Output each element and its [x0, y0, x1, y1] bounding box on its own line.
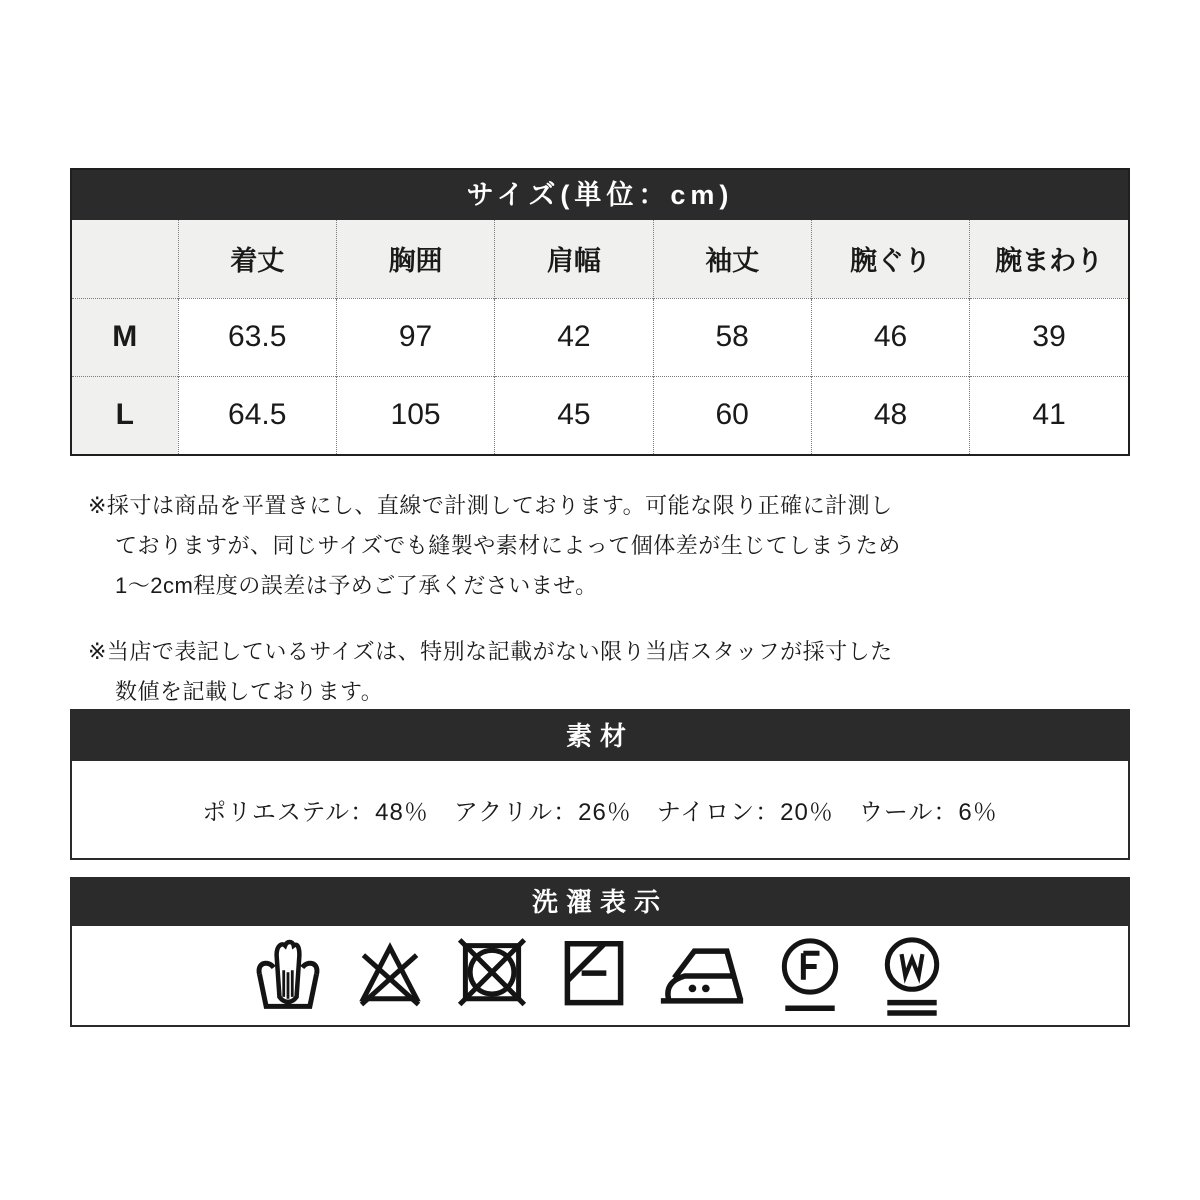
dry-clean-f-gentle-icon: [772, 930, 848, 1022]
size-cell: 60: [653, 376, 811, 454]
laundry-icons-row: [72, 926, 1128, 1025]
laundry-title-bar: [72, 879, 1128, 926]
size-table-corner-cell: [72, 220, 178, 298]
col-header-arm-circumference: 腕まわり: [970, 220, 1128, 298]
wet-clean-w-very-gentle-icon: [874, 930, 950, 1022]
size-row-m: [72, 298, 1128, 376]
material-section: [70, 709, 1130, 860]
size-row-label: M: [72, 298, 178, 376]
size-cell: 41: [970, 376, 1128, 454]
material-body: [72, 761, 1128, 858]
material-composition: ポリエステル：48％ アクリル：26％ ナイロン：20％ ウール：6％: [202, 799, 998, 826]
size-cell: 63.5: [178, 298, 336, 376]
col-header-shoulder: 肩幅: [495, 220, 653, 298]
size-row-label: L: [72, 376, 178, 454]
size-table-section: [70, 168, 1130, 456]
size-row-l: [72, 376, 1128, 454]
measurement-notes: [88, 486, 968, 738]
note-staff-measured: ※当店で表記しているサイズは、特別な記載がない限り当店スタッフが採寸した 数値を記載しております。: [88, 639, 893, 704]
size-cell: 58: [653, 298, 811, 376]
col-header-sleeve: 袖丈: [653, 220, 811, 298]
col-header-armhole: 腕ぐり: [811, 220, 969, 298]
size-cell: 105: [336, 376, 494, 454]
laundry-section: [70, 877, 1130, 1027]
size-cell: 45: [495, 376, 653, 454]
size-cell: 39: [970, 298, 1128, 376]
size-cell: 42: [495, 298, 653, 376]
laundry-title: 洗濯表示: [531, 887, 668, 917]
size-cell: 46: [811, 298, 969, 376]
dry-flat-in-shade-icon: [556, 930, 632, 1022]
col-header-chest: 胸囲: [336, 220, 494, 298]
do-not-tumble-dry-icon: [454, 930, 530, 1022]
size-table-title-bar: [72, 170, 1128, 220]
material-title: 素材: [565, 721, 634, 751]
do-not-bleach-icon: [352, 930, 428, 1022]
hand-wash-icon: [250, 930, 326, 1022]
size-table-header-row: [72, 220, 1128, 298]
size-cell: 48: [811, 376, 969, 454]
note-measurement-method: ※採寸は商品を平置きにし、直線で計測しております。可能な限り正確に計測し ておりますが、同じサイズでも縫製や素材によって個体差が生じてしまうため 1〜2cm程度の誤差は予めご了承くださいませ。: [88, 493, 901, 598]
size-cell: 97: [336, 298, 494, 376]
col-header-length: 着丈: [178, 220, 336, 298]
size-table-title: サイズ(単位：cm): [466, 180, 734, 210]
size-cell: 64.5: [178, 376, 336, 454]
iron-2-dots-icon: [658, 930, 746, 1022]
size-table: [72, 220, 1128, 454]
material-title-bar: [72, 711, 1128, 761]
